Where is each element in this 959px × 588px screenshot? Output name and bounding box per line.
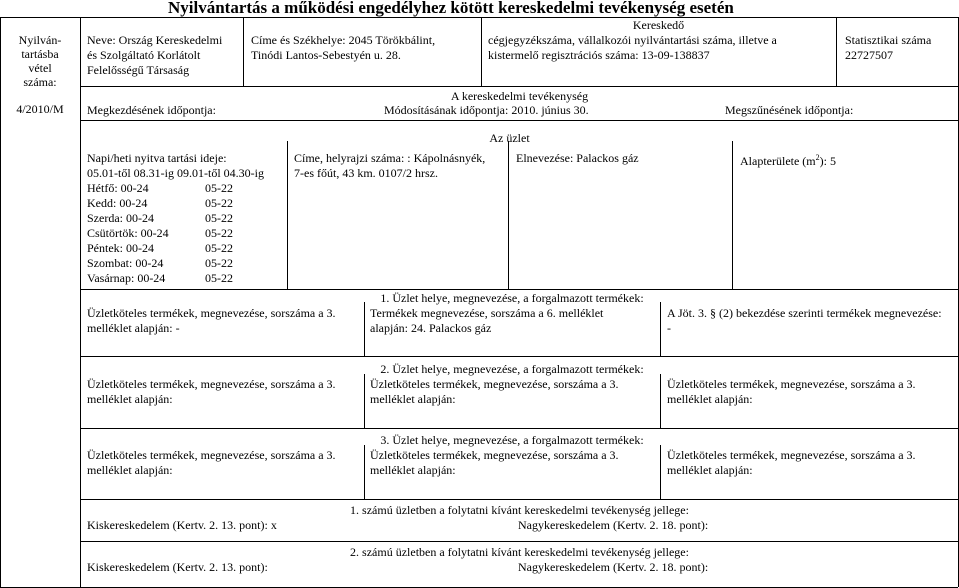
activity-type-1-bottom [81, 541, 958, 542]
trader-row-bottom [81, 86, 958, 87]
shop-2-products-header: 2. Üzlet helye, megnevezése, a forgalmazott termékek: [380, 362, 644, 376]
shop-2-col1-line1: Üzletköteles termékek, megnevezése, sorszáma a 3. [87, 377, 336, 391]
shop-1-col1-line2: melléklet alapján: - [87, 321, 180, 335]
stat-number: 22727507 [845, 48, 893, 62]
hours-monday: Hétfő: 00-24 [87, 181, 149, 195]
divider-hours-location [287, 141, 288, 289]
shop-block-bottom [81, 289, 958, 290]
hours-saturday-winter: 05-22 [205, 256, 233, 270]
shop-1-col3-line1: A Jöt. 3. § (2) bekezdése szerinti termékek megnevezése: [667, 306, 942, 320]
hours-monday-winter: 05-22 [205, 181, 233, 195]
stat-number-label: Statisztikai száma [845, 33, 932, 47]
shop-1-col1-line1: Üzletköteles termékek, megnevezése, sorszáma a 3. [87, 306, 336, 320]
p3-divider-a [364, 445, 365, 499]
shop-3-col1-line1: Üzletköteles termékek, megnevezése, sorszáma a 3. [87, 448, 336, 462]
activity-type-2-header: 2. számú üzletben a folytatni kívánt kereskedelmi tevékenység jellege: [350, 545, 689, 559]
shop-area: Alapterülete $(m^2)$: 5 [740, 153, 836, 168]
opening-hours-label: Napi/heti nyitva tartási ideje: [87, 151, 227, 165]
activity-type-1-header: 1. számú üzletben a folytatni kívánt kereskedelmi tevékenység jellege: [350, 503, 689, 517]
registration-label-4: száma: [23, 75, 57, 89]
hours-wednesday: Szerda: 00-24 [87, 211, 154, 225]
activity-row-bottom [81, 120, 958, 121]
divider-name-area [732, 141, 733, 289]
divider-name-address [243, 17, 244, 86]
hours-friday: Péntek: 00-24 [87, 241, 154, 255]
end-date-label: Megszűnésének időpontja: [725, 103, 854, 117]
shop-2-col3-line1: Üzletköteles termékek, megnevezése, sorszáma a 3. [667, 377, 916, 391]
activity-type-2-retail: Kiskereskedelem (Kertv. 2. 13. pont): [87, 560, 268, 574]
trader-name-1: Neve: Ország Kereskedelmi [87, 33, 223, 47]
shop-2-col1-line2: melléklet alapján: [87, 392, 173, 406]
p1-divider-a [364, 302, 365, 356]
shop-1-col2-line1: Termékek megnevezése, sorszáma a 6. melléklet [370, 306, 604, 320]
trader-registry-1: cégjegyzékszáma, vállalkozói nyilvántartási száma, illetve a [488, 33, 777, 47]
shop-1-products-header: 1. Üzlet helye, megnevezése, a forgalmazott termékek: [380, 291, 644, 305]
trader-header: Kereskedő [632, 18, 685, 32]
modified-date: Módosításának időpontja: 2010. június 30. [384, 103, 589, 117]
shop-2-col3-line2: melléklet alapján: [667, 392, 753, 406]
shop-3-col1-line2: melléklet alapján: [87, 463, 173, 477]
activity-type-1-wholesale: Nagykereskedelem (Kertv. 2. 18. pont): [518, 518, 709, 532]
record-number: 4/2010/M [16, 102, 64, 116]
shop-2-col2-line2: melléklet alapján: [370, 392, 456, 406]
shop-3-col2-line2: melléklet alapján: [370, 463, 456, 477]
hours-wednesday-winter: 05-22 [205, 211, 233, 225]
divider-location-name [508, 141, 509, 289]
p1-divider-b [660, 302, 661, 356]
shop-3-col3-line1: Üzletköteles termékek, megnevezése, sorszáma a 3. [667, 448, 916, 462]
p2-bottom [81, 428, 958, 429]
shop-location-1: Címe, helyrajzi száma: : Kápolnásnyék, [294, 151, 486, 165]
shop-location-2: 7-es főút, 43 km. 0107/2 hrsz. [294, 166, 438, 180]
hours-tuesday-winter: 05-22 [205, 196, 233, 210]
shop-header: Az üzlet [489, 131, 530, 145]
shop-name: Elnevezése: Palackos gáz [516, 151, 639, 165]
p3-bottom [81, 499, 958, 500]
shop-3-products-header: 3. Üzlet helye, megnevezése, a forgalmazott termékek: [380, 433, 644, 447]
registration-label-2: tartásba [21, 47, 59, 61]
activity-type-2-wholesale: Nagykereskedelem (Kertv. 2. 18. pont): [518, 560, 709, 574]
p2-divider-a [364, 374, 365, 428]
trader-name-2: és Szolgáltató Korlátolt [87, 48, 201, 62]
trader-address-2: Tinódi Lantos-Sebestyén u. 28. [251, 48, 401, 62]
trader-name-3: Felelősségű Társaság [87, 63, 190, 77]
trader-address-1: Címe és Székhelye: 2045 Törökbálint, [251, 33, 436, 47]
page-title: Nyilvántartás a működési engedélyhez kötött kereskedelmi tevékenység esetén [168, 0, 734, 17]
hours-saturday: Szombat: 00-24 [87, 256, 164, 270]
p2-divider-b [660, 374, 661, 428]
shop-1-col3-line2: - [667, 321, 671, 335]
hours-thursday: Csütörtök: 00-24 [87, 226, 169, 240]
start-date-label: Megkezdésének időpontja: [87, 103, 216, 117]
opening-hours-periods: 05.01-től 08.31-ig 09.01-től 04.30-ig [87, 166, 264, 180]
activity-type-1-retail: Kiskereskedelem (Kertv. 2. 13. pont): x [87, 518, 277, 532]
registration-label-1: Nyilván- [18, 33, 62, 47]
hours-sunday: Vasárnap: 00-24 [87, 271, 166, 285]
divider-registry-stat [836, 17, 837, 86]
hours-tuesday: Kedd: 00-24 [87, 196, 148, 210]
hours-sunday-winter: 05-22 [205, 271, 233, 285]
hours-thursday-winter: 05-22 [205, 226, 233, 240]
activity-header: A kereskedelmi tevékenység [450, 89, 589, 103]
p1-bottom [81, 356, 958, 357]
hours-friday-winter: 05-22 [205, 241, 233, 255]
shop-1-col2-line2: alapján: 24. Palackos gáz [370, 321, 492, 335]
p3-divider-b [660, 445, 661, 499]
shop-3-col3-line2: melléklet alapján: [667, 463, 753, 477]
shop-2-col2-line1: Üzletköteles termékek, megnevezése, sorszáma a 3. [370, 377, 619, 391]
registration-label-3: vétel [28, 61, 52, 75]
trader-registry-2: kistermelő regisztrációs száma: 13-09-138837 [488, 48, 710, 62]
shop-3-col2-line1: Üzletköteles termékek, megnevezése, sorszáma a 3. [370, 448, 619, 462]
